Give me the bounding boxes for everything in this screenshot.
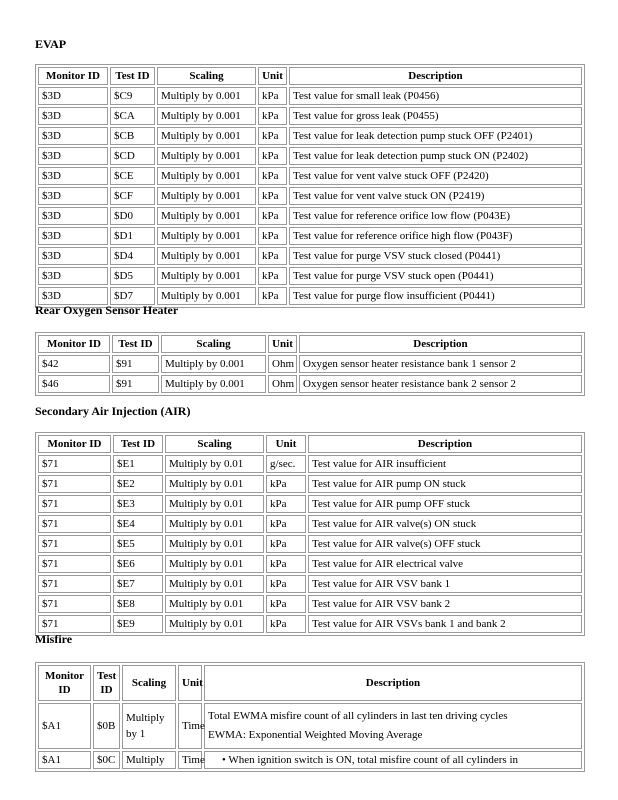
unit-cell: kPa [266,535,306,553]
table-row [38,107,582,125]
column-header: Scaling [122,665,176,701]
unit-cell: kPa [258,267,287,285]
scaling-cell: Multiply by 0.001 [157,267,256,285]
table-row [38,595,582,613]
table-row [38,267,582,285]
column-header: Unit [268,335,297,353]
scaling-cell: Multiply by 0.01 [165,575,264,593]
monitor-id-cell: $71 [38,475,111,493]
monitor-id-cell: $3D [38,147,108,165]
unit-cell: kPa [258,107,287,125]
scaling-cell: Multiply by 0.01 [165,475,264,493]
table-row [38,147,582,165]
unit-cell: Time [178,703,202,749]
monitor-id-cell: $3D [38,287,108,305]
scaling-cell: Multiply by 0.001 [157,127,256,145]
monitor-id-cell: $3D [38,207,108,225]
monitor-id-cell: $3D [38,167,108,185]
column-header: Scaling [165,435,264,453]
table-row [38,515,582,533]
scaling-cell: Multiply by 0.01 [165,555,264,573]
test-id-cell: $C9 [110,87,155,105]
test-id-cell: $E6 [113,555,163,573]
test-id-cell: $E4 [113,515,163,533]
unit-cell: kPa [258,287,287,305]
unit-cell: kPa [258,207,287,225]
scaling-cell: Multiply by 0.001 [161,355,266,373]
test-id-cell: $E9 [113,615,163,633]
monitor-id-cell: $3D [38,247,108,265]
unit-cell: kPa [266,575,306,593]
scaling-cell: Multiply by 0.001 [157,87,256,105]
table-row [38,475,582,493]
description-bullet-text: When ignition switch is ON, total misfire count of all cylinders in [228,753,519,766]
table-row [38,355,582,373]
test-id-cell: $0B [93,703,120,749]
monitor-id-cell: $71 [38,595,111,613]
column-header: Description [289,67,582,85]
table-row [38,127,582,145]
test-id-cell: $D1 [110,227,155,245]
description-cell: Test value for AIR pump OFF stuck [308,495,582,513]
monitor-id-cell: $3D [38,187,108,205]
scaling-cell: Multiply by 0.001 [157,287,256,305]
description-cell: Test value for purge VSV stuck closed (P0441) [289,247,582,265]
test-id-cell: $E2 [113,475,163,493]
scaling-cell: Multiply by 0.001 [157,167,256,185]
table-row [38,575,582,593]
table-header-row [38,335,582,353]
test-id-cell: $91 [112,375,159,393]
description-cell: Test value for leak detection pump stuck ON (P2402) [289,147,582,165]
monitor-id-cell: $71 [38,515,111,533]
monitor-id-cell: $3D [38,227,108,245]
description-bullet: • When ignition switch is ON, total misfire count of all cylinders in [222,753,519,766]
description-cell: Test value for gross leak (P0455) [289,107,582,125]
unit-cell: kPa [258,227,287,245]
test-id-cell: $D7 [110,287,155,305]
description-line: EWMA: Exponential Weighted Moving Average [208,729,423,741]
description-cell: Test value for AIR valve(s) OFF stuck [308,535,582,553]
table-row [38,495,582,513]
description-cell: Test value for purge VSV stuck open (P0441) [289,267,582,285]
unit-cell: Time [178,751,202,769]
unit-cell: kPa [258,87,287,105]
table-header-row [38,67,582,85]
scaling-cell: Multiply by 0.01 [165,515,264,533]
column-header: Description [308,435,582,453]
description-cell: Oxygen sensor heater resistance bank 2 sensor 2 [299,375,582,393]
table-row [38,615,582,633]
column-header: Monitor ID [38,335,110,353]
section-title-rear-oxygen-sensor-heater: Rear Oxygen Sensor Heater [35,303,179,317]
test-id-cell: $E3 [113,495,163,513]
description-cell: Test value for small leak (P0456) [289,87,582,105]
section-title-secondary-air-injection: Secondary Air Injection (AIR) [35,404,191,418]
section-title-misfire: Misfire [35,632,73,646]
monitor-id-cell: $71 [38,555,111,573]
scaling-cell: Multiply by 0.01 [165,535,264,553]
column-header: Monitor ID [38,665,91,701]
test-id-cell: $CD [110,147,155,165]
unit-cell: kPa [266,515,306,533]
test-id-cell: $0C [93,751,120,769]
test-id-cell: $CB [110,127,155,145]
unit-cell: kPa [266,495,306,513]
column-header: Monitor ID [38,67,108,85]
test-id-cell: $91 [112,355,159,373]
column-header: Test ID [93,665,120,701]
description-cell: Test value for AIR VSV bank 1 [308,575,582,593]
test-id-cell: $D0 [110,207,155,225]
unit-cell: Ohm [268,355,297,373]
scaling-cell: Multiply by 0.001 [157,247,256,265]
unit-cell: Ohm [268,375,297,393]
monitor-id-cell: $71 [38,615,111,633]
scaling-cell: Multiply by 0.01 [165,595,264,613]
description-cell: Test value for leak detection pump stuck OFF (P2401) [289,127,582,145]
table-row [38,535,582,553]
unit-cell: kPa [266,595,306,613]
description-cell: Test value for vent valve stuck OFF (P2420) [289,167,582,185]
table-row [38,703,582,749]
test-id-cell: $CF [110,187,155,205]
table-row [38,207,582,225]
column-header: Monitor ID [38,435,111,453]
scaling-cell: Multiply by 0.01 [165,495,264,513]
scaling-cell: Multiply by 0.01 [165,615,264,633]
scaling-cell: Multiply by 0.001 [157,107,256,125]
table-row [38,87,582,105]
table-row [38,167,582,185]
description-cell: Test value for AIR VSVs bank 1 and bank 2 [308,615,582,633]
secondary-air-injection-table [35,432,585,636]
unit-cell: kPa [266,475,306,493]
column-header: Description [299,335,582,353]
scaling-cell: Multiply by 0.001 [157,147,256,165]
column-header: Description [204,665,582,701]
monitor-id-cell: $71 [38,495,111,513]
table-row [38,375,582,393]
unit-cell: kPa [258,187,287,205]
scaling-cell: Multiply by 0.001 [161,375,266,393]
unit-cell: kPa [258,127,287,145]
monitor-id-cell: $3D [38,107,108,125]
table-row [38,455,582,473]
monitor-id-cell: $71 [38,535,111,553]
section-title-evap: EVAP [35,37,67,51]
test-id-cell: $D4 [110,247,155,265]
description-cell: Test value for AIR VSV bank 2 [308,595,582,613]
description-cell: Test value for AIR insufficient [308,455,582,473]
test-id-cell: $E5 [113,535,163,553]
description-line: Total EWMA misfire count of all cylinders in last ten driving cycles [208,710,508,722]
test-id-cell: $CE [110,167,155,185]
scaling-cell: Multiply by 0.001 [157,227,256,245]
column-header: Unit [258,67,287,85]
column-header: Test ID [112,335,159,353]
monitor-id-cell: $3D [38,127,108,145]
column-header: Unit [266,435,306,453]
monitor-id-cell: $46 [38,375,110,393]
description-cell: Test value for reference orifice high flow (P043F) [289,227,582,245]
table-row [38,227,582,245]
unit-cell: kPa [258,147,287,165]
test-id-cell: $E7 [113,575,163,593]
scaling-cell: Multiply by 1 [122,703,176,749]
column-header: Scaling [161,335,266,353]
evap-table [35,64,585,308]
column-header: Test ID [113,435,163,453]
monitor-id-cell: $71 [38,575,111,593]
scaling-cell: Multiply by 0.001 [157,207,256,225]
column-header: Scaling [157,67,256,85]
description-cell: Oxygen sensor heater resistance bank 1 sensor 2 [299,355,582,373]
description-cell: Test value for purge flow insufficient (P0441) [289,287,582,305]
unit-cell: g/sec. [266,455,306,473]
misfire-table [35,662,585,772]
table-row [38,247,582,265]
table-row [38,751,582,769]
scaling-cell: Multiply by 0.001 [157,187,256,205]
monitor-id-cell: $A1 [38,703,91,749]
description-cell: Test value for AIR pump ON stuck [308,475,582,493]
table-header-row [38,665,582,701]
monitor-id-cell: $3D [38,87,108,105]
description-cell: Test value for AIR valve(s) ON stuck [308,515,582,533]
table-row [38,187,582,205]
rear-oxygen-sensor-heater-table [35,332,585,396]
unit-cell: kPa [266,615,306,633]
unit-cell: kPa [258,167,287,185]
scaling-cell: Multiply [122,751,176,769]
table-row [38,555,582,573]
test-id-cell: $CA [110,107,155,125]
monitor-id-cell: $A1 [38,751,91,769]
description-cell: Test value for AIR electrical valve [308,555,582,573]
test-id-cell: $D5 [110,267,155,285]
monitor-id-cell: $71 [38,455,111,473]
scaling-cell: Multiply by 0.01 [165,455,264,473]
description-cell: Test value for reference orifice low flow (P043E) [289,207,582,225]
column-header: Test ID [110,67,155,85]
description-cell [204,751,582,769]
unit-cell: kPa [258,247,287,265]
monitor-id-cell: $3D [38,267,108,285]
monitor-id-cell: $42 [38,355,110,373]
column-header: Unit [178,665,202,701]
description-cell [204,703,582,749]
description-cell: Test value for vent valve stuck ON (P2419) [289,187,582,205]
unit-cell: kPa [266,555,306,573]
test-id-cell: $E1 [113,455,163,473]
test-id-cell: $E8 [113,595,163,613]
table-header-row [38,435,582,453]
